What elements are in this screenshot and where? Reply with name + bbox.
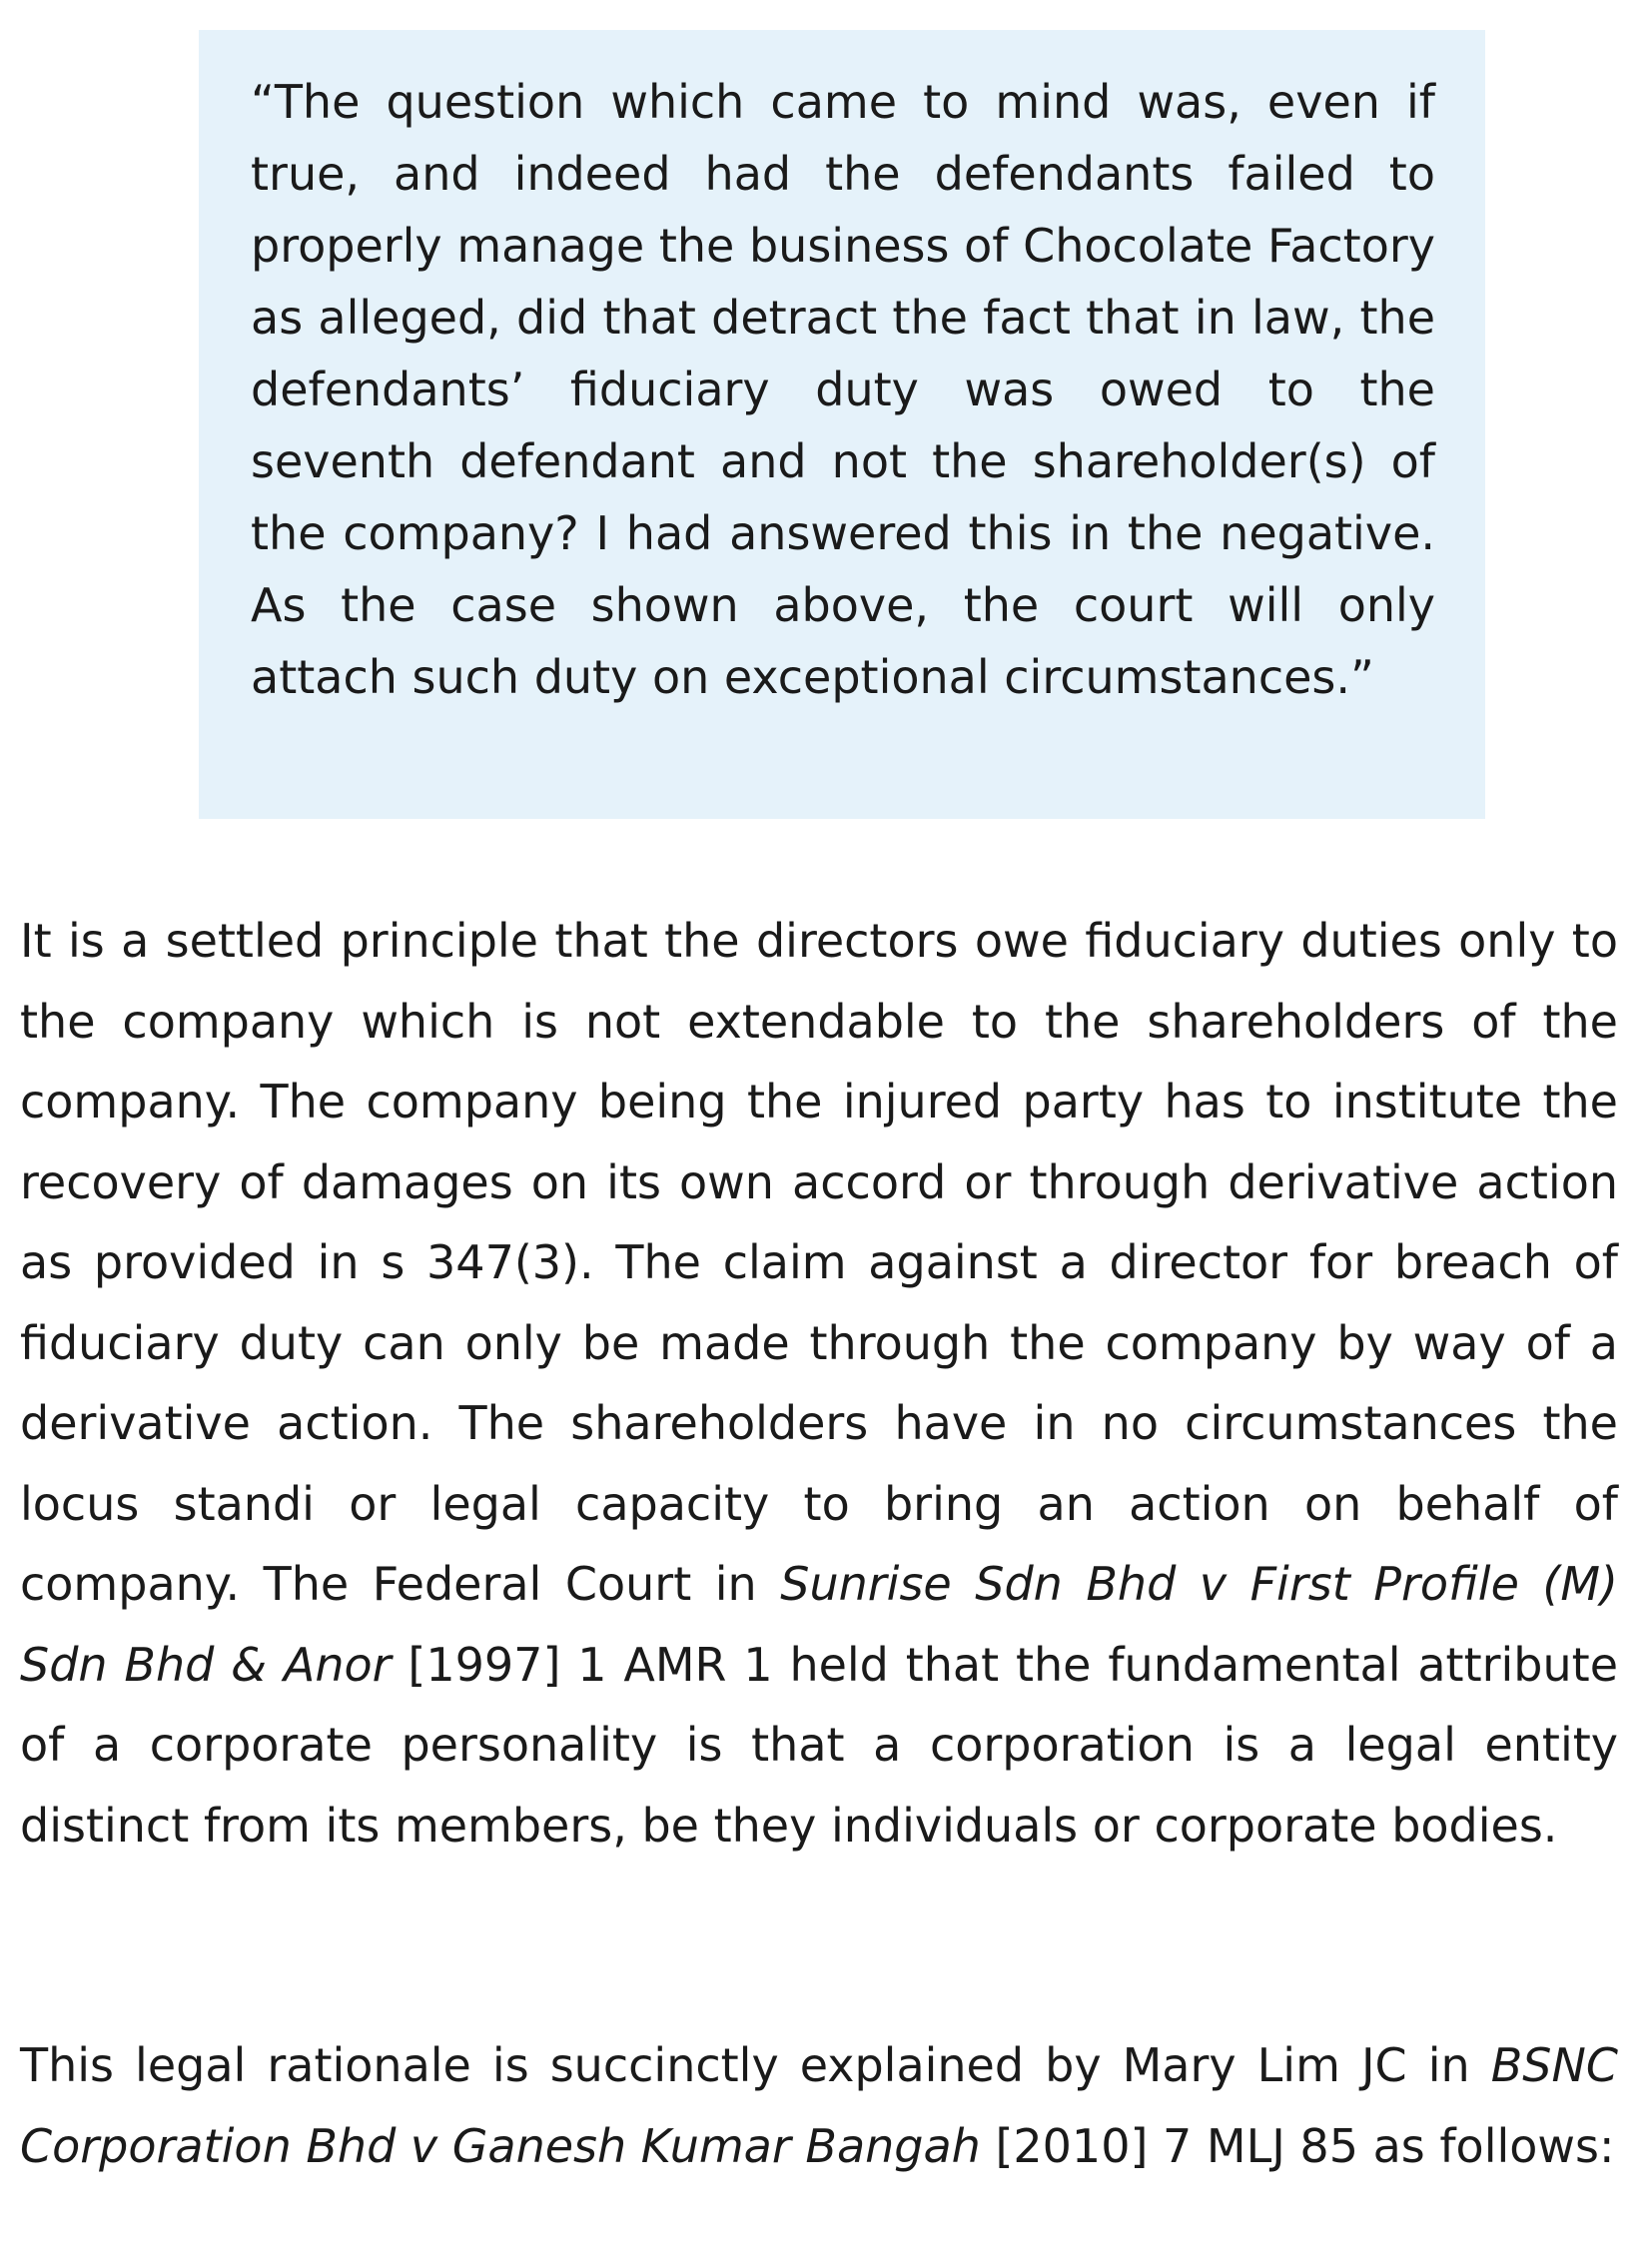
paragraph-settled-principle — [20, 901, 1618, 1866]
case-citation-bsnc: BSNC Corporation Bhd v Ganesh Kumar Bangah — [20, 2038, 1618, 2173]
paragraph-1-text-before-case: It is a settled principle that the directors owe fiduciary duties only to the company which is not extendable to the shareholders of the company. The company being the injured party has to institute the recovery of damages on its own accord or through derivative action as provided in s 347(3). The claim against a director for breach of fiduciary duty can only be made through the company by way of a derivative action. The shareholders have in no circumstances the locus standi or legal capacity to bring an action on behalf of company. The Federal Court in — [20, 914, 1618, 1611]
paragraph-legal-rationale — [20, 2025, 1618, 2186]
case-citation-sunrise: Sunrise Sdn Bhd v First Profile (M) Sdn Bhd & Anor — [20, 1557, 1618, 1692]
block-quote — [199, 30, 1485, 819]
paragraph-1-text-after-case: [1997] 1 AMR 1 held that the fundamental attribute of a corporate personality is that a corporation is a legal entity distinct from its members, be they individuals or corporate bodies. — [20, 1637, 1618, 1853]
quote-text: “The question which came to mind was, even if true, and indeed had the defendants failed to properly manage the business of Chocolate Factory as alleged, did that detract the fact that in law, the defendants’ fiduciary duty was owed to the seventh defendant and not the shareholder(s) of the company? I had answered this in the negative. As the case shown above, the court will only attach such duty on exceptional circumstances.” — [251, 75, 1435, 704]
paragraph-2-text-after-case: [2010] 7 MLJ 85 as follows: — [980, 2118, 1615, 2173]
paragraph-2-text-before-case: This legal rationale is succinctly explained by Mary Lim JC in — [20, 2038, 1491, 2092]
